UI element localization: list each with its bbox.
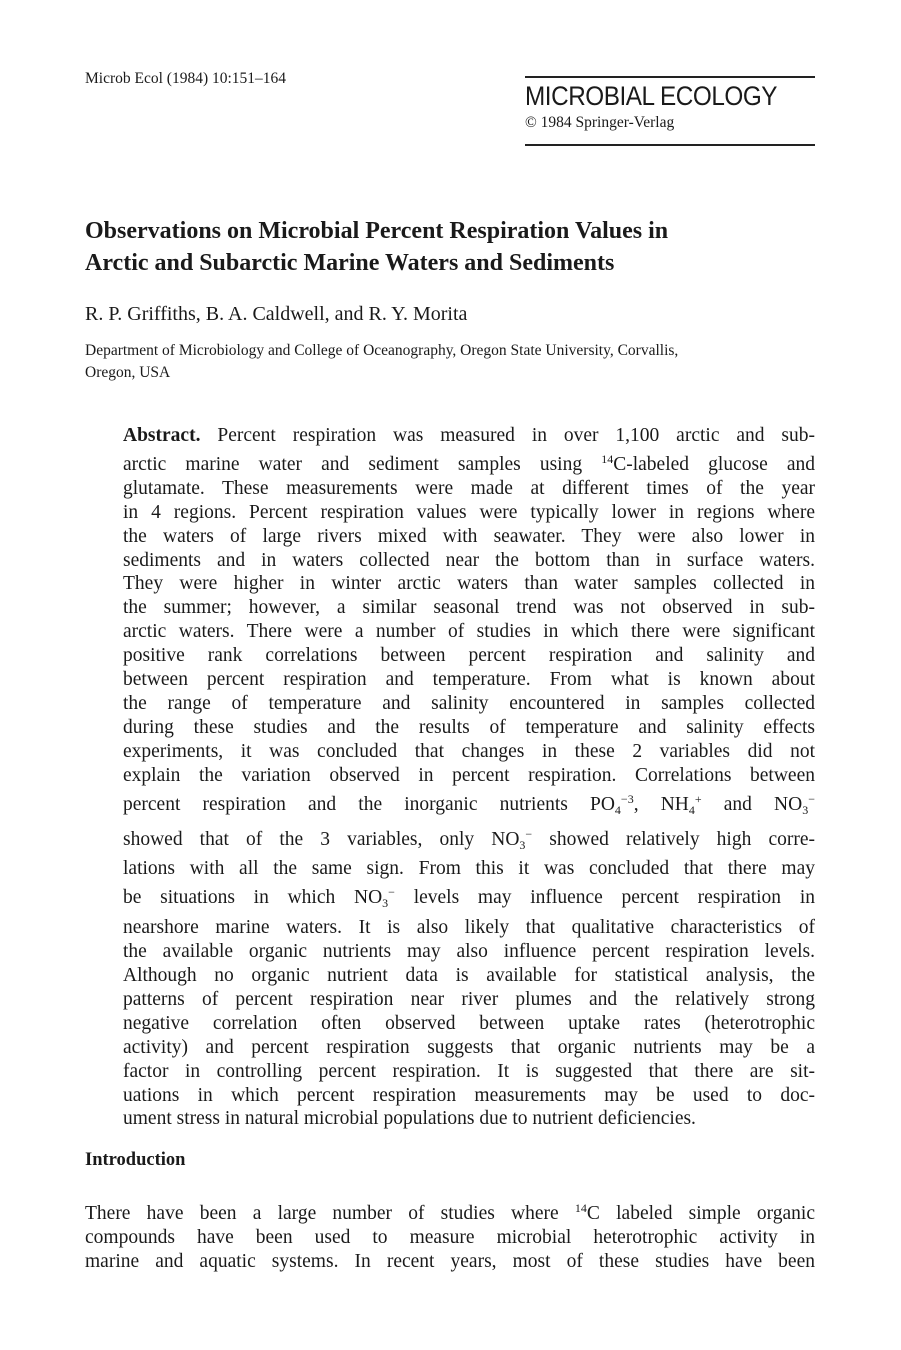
text-line [123,692,815,716]
text-run: the range of temperature and salinity encountered in samples collected [123,692,815,714]
text-run: negative correlation often observed between uptake rates (heterotrophic [123,1012,815,1034]
superscript: −3 [620,791,634,806]
subscript: 4 [688,802,695,817]
journal-masthead [525,76,815,146]
superscript: 14 [574,1201,587,1215]
superscript: 14 [601,451,614,466]
text-run: be situations in which NO [123,887,383,909]
subscript: 4 [614,802,621,817]
bottom-rule [525,144,815,146]
authors: R. P. Griffiths, B. A. Caldwell, and R. Y. Morita [85,303,468,325]
text-line [123,916,815,940]
text-run: showed that of the 3 variables, only NO [123,828,520,850]
text-line [123,881,815,916]
text-run: the available organic nutrients may also influence percent respiration levels. [123,941,815,963]
text-line [123,572,815,596]
text-run: nearshore marine waters. It is also likely that qualitative characteristics of [123,917,815,939]
text-run: percent respiration and the inorganic nutrients PO [123,793,615,815]
text-run: explain the variation observed in percent respiration. Correlations between [123,764,815,786]
text-run: arctic marine water and sediment samples using [123,453,602,475]
text-line [123,716,815,740]
text-run: Although no organic nutrient data is available for statistical analysis, the [123,965,815,987]
text-line [123,620,815,644]
text-run: compounds have been used to measure microbial heterotrophic activity in [85,1226,815,1248]
text-line [85,1250,815,1274]
text-run: lations with all the same sign. From this it was concluded that there may [123,858,815,880]
text-run: Percent respiration was measured in over 1,100 arctic and sub- [200,425,815,446]
text-line [123,857,815,881]
text-run: levels may influence percent respiration in [394,887,815,909]
text-run: the summer; however, a similar seasonal trend was not observed in sub- [123,597,815,619]
text-line [123,1036,815,1060]
text-line [123,644,815,668]
text-run: showed relatively high corre- [532,828,815,850]
copyright: © 1984 Springer-Verlag [525,114,675,131]
affiliation-line: Oregon, USA [85,364,171,381]
text-run: marine and aquatic systems. In recent years, most of these studies have been [85,1250,815,1272]
abstract [123,424,815,1131]
text-line [123,668,815,692]
affiliation-line: Department of Microbiology and College of Oceanography, Oregon State University, Corvallis, [85,342,679,359]
title-line: Arctic and Subarctic Marine Waters and Sediments [85,250,615,276]
text-run: C labeled simple organic [586,1203,815,1224]
text-line [123,964,815,988]
text-line [123,764,815,788]
text-run: during these studies and the results of temperature and salinity effects [123,716,815,738]
text-run: activity) and percent respiration suggests that organic nutrients may be a [123,1036,815,1058]
text-run: C-labeled glucose and [613,453,815,475]
subscript: 3 [802,802,809,817]
text-run: positive rank correlations between percent respiration and salinity and [123,645,815,667]
text-run: patterns of percent respiration near river plumes and the relatively strong [123,988,815,1010]
text-line [123,940,815,964]
text-line [123,525,815,549]
text-run: in 4 regions. Percent respiration values were typically lower in regions where [123,501,815,523]
text-line [123,788,815,823]
text-run: There have been a large number of studies where [85,1203,575,1224]
subscript: 3 [519,837,526,852]
text-line [123,501,815,525]
text-run: ument stress in natural microbial populations due to nutrient deficiencies. [123,1108,696,1130]
superscript: + [694,791,702,806]
top-rule [525,76,815,78]
affiliation [85,340,825,384]
text-line [123,1012,815,1036]
text-line [123,477,815,501]
text-line [123,448,815,477]
text-line [123,740,815,764]
running-head: Microb Ecol (1984) 10:151–164 [85,70,287,87]
text-line [85,1226,815,1250]
superscript: − [525,826,533,841]
text-line [123,988,815,1012]
text-run: the waters of large rivers mixed with seawater. They were also lower in [123,525,815,547]
text-line [123,596,815,620]
text-run: between percent respiration and temperature. From what is known about [123,669,815,691]
superscript: − [388,885,395,900]
journal-title: MICROBIAL ECOLOGY [525,81,778,111]
superscript: − [808,791,815,806]
text-line [85,1197,815,1226]
text-line [123,1060,815,1084]
text-line [123,424,815,448]
text-run: sediments and in waters collected near the bottom than in surface waters. [123,549,815,571]
text-run: glutamate. These measurements were made at different times of the year [123,477,815,499]
text-run: , NH [633,793,689,815]
article-title [85,215,668,279]
text-run: arctic waters. There were a number of studies in which there were significant [123,621,815,643]
text-run: and NO [701,793,803,815]
text-line [123,823,815,858]
title-line: Observations on Microbial Percent Respiration Values in [85,218,669,244]
section-heading-introduction: Introduction [85,1150,186,1170]
text-line [123,1084,815,1108]
text-run: experiments, it was concluded that changes in these 2 variables did not [123,740,815,762]
subscript: 3 [382,896,389,911]
text-run: uations in which percent respiration measurements may be used to doc- [123,1084,815,1106]
text-run: They were higher in winter arctic waters than water samples collected in [123,573,815,595]
introduction-body [85,1197,815,1274]
text-run: factor in controlling percent respiration. It is suggested that there are sit- [123,1060,815,1082]
abstract-label: Abstract. [123,425,201,446]
text-line [123,1107,815,1131]
text-line [123,549,815,573]
